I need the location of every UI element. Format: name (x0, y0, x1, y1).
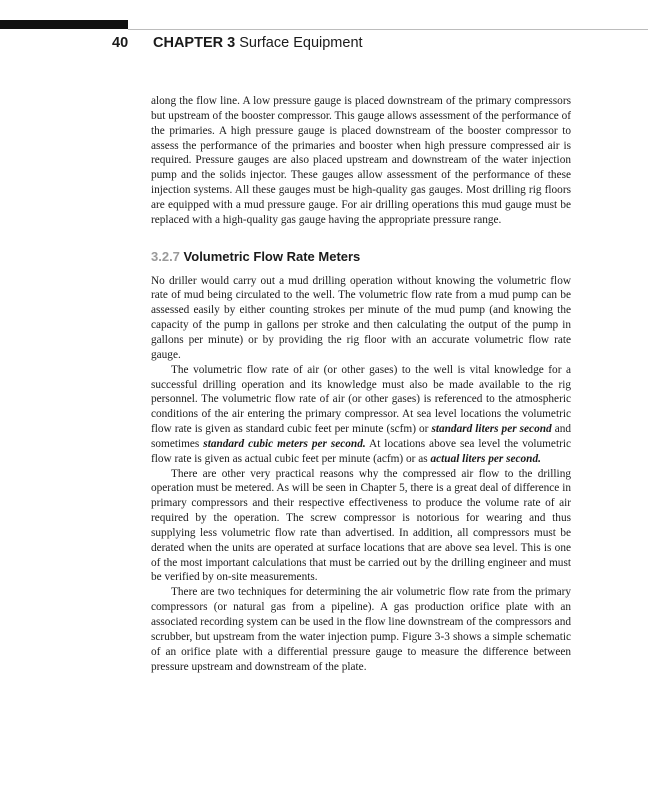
running-header (112, 35, 363, 51)
emphasis-2: standard cubic meters per second. (203, 437, 366, 450)
page-number: 40 (112, 35, 129, 51)
emphasis-3: actual liters per second. (430, 452, 541, 465)
paragraph-continued: along the flow line. A low pressure gauge is placed downstream of the primary compressors but upstream of the booster compressor. This gauge allows assessment of the performance of the primaries. A high pressure gauge is placed downstream of the booster compressor to assess the performance of the primaries and booster when high pressure compressed air is required. Pressure gauges are also placed upstream and downstream of the water injection pump and the solids injector. These gauges allow assessment of the performance of these injection systems. All these gauges must be high-quality gas gauges. Most drilling rig floors are equipped with a mud pressure gauge. For air drilling operations this mud gauge must be replaced with a high-quality gas gauge having the appropriate pressure range. (151, 95, 571, 226)
header-rule-line (128, 29, 648, 30)
paragraph-4: There are two techniques for determining the air volumetric flow rate from the primary compressors (or natural gas from a pipeline). A gas production orifice plate with an associated recording system can be used in the flow line downstream of the compressors and scrubber, but upstream from the water injection pump. Figure 3-3 shows a simple schematic of an orifice plate with a differential pressure gauge to measure the difference between pressure upstream and downstream of the plate. (151, 586, 571, 673)
header-rule-bar (0, 20, 128, 29)
paragraph-2-part-b: and sometimes (151, 423, 572, 450)
paragraph-3: There are other very practical reasons why the compressed air flow to the drilling operation must be metered. As will be seen in Chapter 5, there is a great deal of difference in primary compressors and their respective effectiveness to produce the volume rate of air required by the operation. The screw compressor is notorious for wearing and thus supplying less volumetric flow rate than advertised. In addition, all compressors must be derated when the units are operated at surface locations that are above sea level. This is one of the most important calculations that must be carried out by the drilling engineer and must be verified by on-site measurements. (151, 467, 571, 584)
section-title: Volumetric Flow Rate Meters (183, 248, 361, 264)
section-heading (151, 249, 571, 265)
chapter-label: CHAPTER 3 (153, 35, 236, 51)
paragraph-2 (151, 363, 571, 467)
section-number: 3.2.7 (151, 248, 180, 264)
paragraph-2-part-c: At locations above sea level the volumetric flow rate is given as actual cubic feet per minute (acfm) or as (151, 437, 572, 465)
chapter-title: Surface Equipment (239, 35, 363, 51)
paragraph-1: No driller would carry out a mud drilling operation without knowing the volumetric flow rate of mud being circulated to the well. The volumetric flow rate from a mud pump can be assessed easily by either counting strokes per minute of the mud pump (and knowing the capacity of the pump in gallons per stroke and then calculating the output of the pump in gallons per minute) or by providing the rig floor with an accurate volumetric flow rate gauge. (151, 274, 571, 361)
body-text (151, 94, 571, 674)
paragraph-2-part-a: The volumetric flow rate of air (or other gases) to the well is vital knowledge for a successful drilling operation and its knowledge must also be made available to the rig personnel. The volumetric flow rate of air (or other gases) is referenced to the atmospheric conditions of the air entering the primary compressor. At sea level locations the volumetric flow rate is given as standard cubic feet per minute (scfm) or (151, 363, 571, 436)
emphasis-1: standard liters per second (431, 423, 552, 436)
